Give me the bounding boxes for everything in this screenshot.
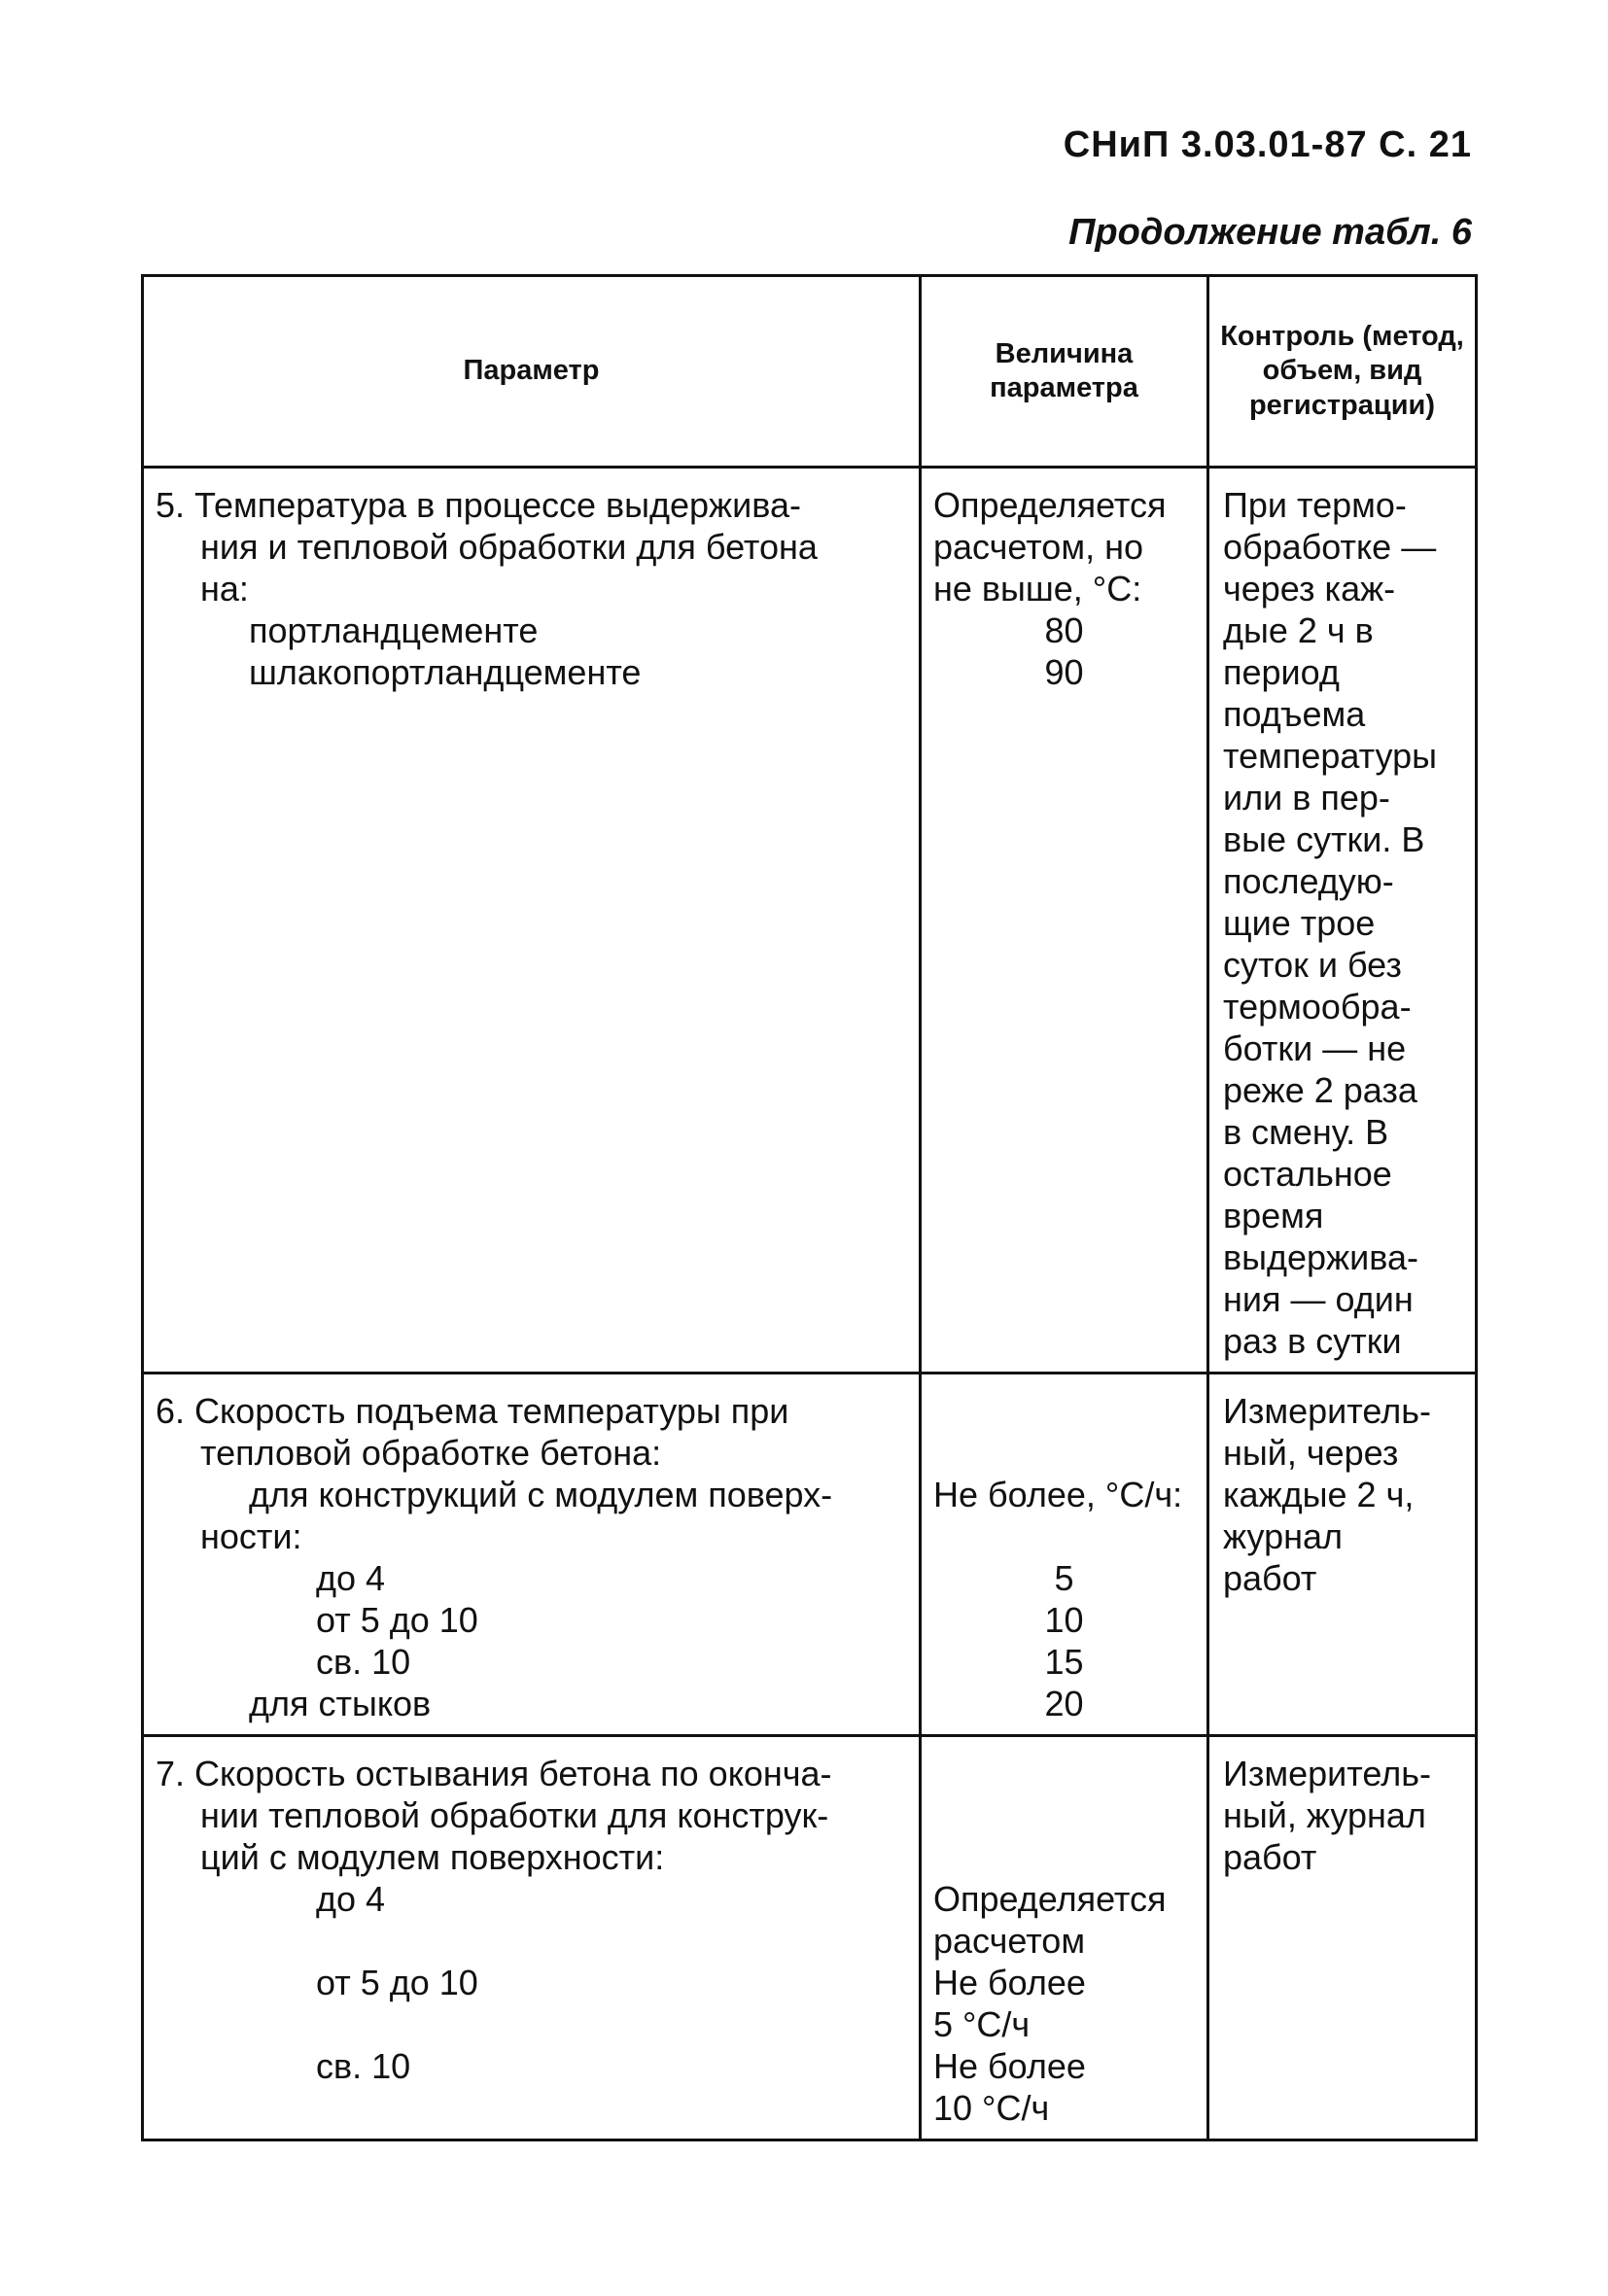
control-line: время	[1223, 1196, 1324, 1235]
parameter-line: до 4	[316, 1558, 386, 1598]
value-line: 90	[1044, 652, 1084, 692]
parameter-line: 7. Скорость остывания бетона по оконча-	[156, 1754, 832, 1793]
value-line: 5	[1054, 1558, 1074, 1598]
control-line: дые 2 ч в	[1223, 610, 1374, 650]
spacer	[933, 1753, 1195, 1794]
control-line: или в пер-	[1223, 778, 1390, 818]
parameters-table	[141, 274, 1478, 2141]
value-line: Определяется	[933, 485, 1167, 525]
value-line: 10 °С/ч	[933, 2088, 1050, 2128]
spacer	[156, 2003, 907, 2045]
control-line: вые сутки. В	[1223, 819, 1425, 859]
control-line: в смену. В	[1223, 1112, 1389, 1152]
table-row	[143, 468, 1477, 1374]
control-line: период	[1223, 652, 1340, 692]
control-line: ный, через	[1223, 1433, 1399, 1473]
spacer	[933, 1836, 1195, 1878]
value-cell	[921, 1736, 1208, 2140]
control-line: работ	[1223, 1558, 1317, 1598]
control-cell	[1208, 1374, 1477, 1736]
control-line: последую-	[1223, 861, 1394, 901]
table-header-row	[143, 276, 1477, 468]
control-line: Измеритель-	[1223, 1391, 1431, 1431]
spacer	[933, 1794, 1195, 1836]
value-line: 80	[1044, 610, 1084, 650]
value-line: 10	[1044, 1600, 1084, 1640]
control-line: ботки — не	[1223, 1028, 1407, 1068]
parameter-line: до 4	[316, 1879, 386, 1919]
control-line: через каж-	[1223, 569, 1396, 609]
parameter-line: ций с модулем поверхности:	[200, 1837, 665, 1877]
parameter-line: 6. Скорость подъема температуры при	[156, 1391, 789, 1431]
value-line: 5 °С/ч	[933, 2004, 1031, 2044]
column-header-control: Контроль (метод, объем, вид регистрации)	[1208, 276, 1477, 468]
value-line: 15	[1044, 1642, 1084, 1682]
parameter-line: нии тепловой обработки для конструк-	[200, 1795, 829, 1835]
parameter-line: св. 10	[316, 1642, 411, 1682]
table-row	[143, 1374, 1477, 1736]
value-line: 20	[1044, 1684, 1084, 1723]
page-header-code: СНиП 3.03.01-87 С. 21	[1063, 124, 1472, 165]
control-line: журнал	[1223, 1516, 1344, 1556]
parameter-cell	[143, 468, 921, 1374]
value-line: Не более	[933, 2046, 1086, 2086]
parameter-line: 5. Температура в процессе выдержива-	[156, 485, 801, 525]
control-line: каждые 2 ч,	[1223, 1475, 1415, 1514]
parameter-line: для стыков	[249, 1684, 432, 1723]
parameter-cell	[143, 1374, 921, 1736]
control-line: При термо-	[1223, 485, 1407, 525]
value-line: Определяется	[933, 1879, 1167, 1919]
column-header-parameter: Параметр	[143, 276, 921, 468]
control-cell	[1208, 1736, 1477, 2140]
control-line: подъема	[1223, 694, 1366, 734]
spacer	[933, 1515, 1195, 1557]
value-cell	[921, 468, 1208, 1374]
control-line: ный, журнал	[1223, 1795, 1426, 1835]
spacer	[933, 1390, 1195, 1432]
control-line: остальное	[1223, 1154, 1392, 1194]
value-line: не выше, °С:	[933, 569, 1142, 609]
value-line: расчетом, но	[933, 527, 1143, 567]
control-line: реже 2 раза	[1223, 1070, 1417, 1110]
parameter-line: от 5 до 10	[316, 1600, 478, 1640]
parameter-line: на:	[200, 569, 249, 609]
control-cell	[1208, 468, 1477, 1374]
parameter-line: от 5 до 10	[316, 1963, 478, 2002]
parameter-line: ния и тепловой обработки для бетона	[200, 527, 818, 567]
parameter-line: портландцементе	[249, 610, 539, 650]
parameter-line: ности:	[200, 1516, 302, 1556]
control-line: ния — один	[1223, 1279, 1414, 1319]
control-line: суток и без	[1223, 945, 1402, 985]
value-line: Не более, °С/ч:	[933, 1475, 1183, 1514]
parameter-cell	[143, 1736, 921, 2140]
parameter-line: св. 10	[316, 2046, 411, 2086]
column-header-value: Величина параметра	[921, 276, 1208, 468]
value-line: расчетом	[933, 1921, 1086, 1961]
parameter-line: для конструкций с модулем поверх-	[249, 1475, 833, 1514]
table-continuation-label: Продолжение табл. 6	[1068, 212, 1472, 253]
control-line: обработке —	[1223, 527, 1437, 567]
control-line: щие трое	[1223, 903, 1376, 943]
value-line: Не более	[933, 1963, 1086, 2002]
parameter-line: шлакопортландцементе	[249, 652, 642, 692]
control-line: температуры	[1223, 736, 1438, 776]
control-line: выдержива-	[1223, 1237, 1418, 1277]
table-row	[143, 1736, 1477, 2140]
control-line: работ	[1223, 1837, 1317, 1877]
control-line: термообра-	[1223, 987, 1412, 1026]
spacer	[933, 1432, 1195, 1474]
control-line: Измеритель-	[1223, 1754, 1431, 1793]
value-cell	[921, 1374, 1208, 1736]
spacer	[156, 1920, 907, 1962]
parameter-line: тепловой обработке бетона:	[200, 1433, 662, 1473]
control-line: раз в сутки	[1223, 1321, 1402, 1361]
